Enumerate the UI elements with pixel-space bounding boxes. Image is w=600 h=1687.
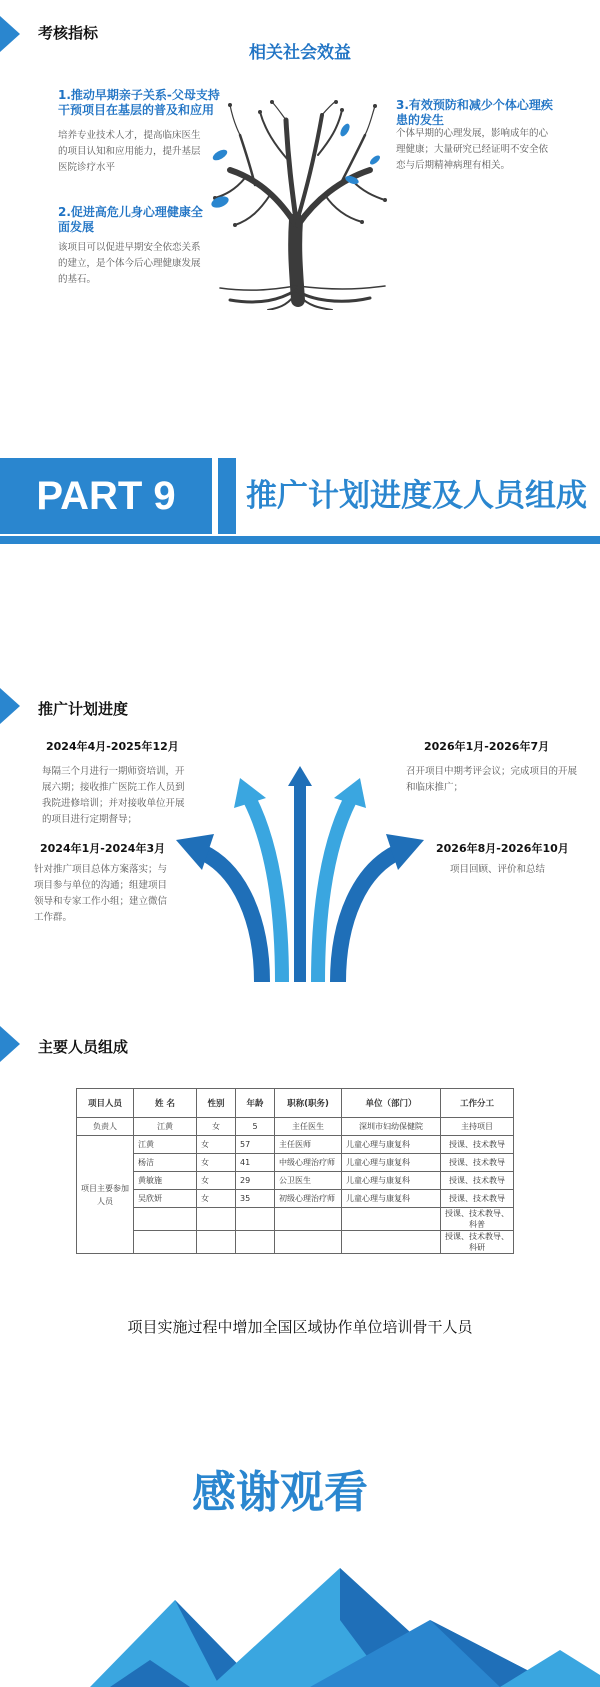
cell-name: 吴欣妍 bbox=[134, 1190, 197, 1208]
cell-age: 29 bbox=[236, 1172, 275, 1190]
benefit-3-title: 3.有效预防和减少个体心理疾患的发生 bbox=[396, 98, 553, 127]
cell-gender: 女 bbox=[197, 1190, 236, 1208]
section-title-staff: 主要人员组成 bbox=[38, 1038, 129, 1056]
section-marker bbox=[0, 688, 20, 724]
staff-note: 项目实施过程中增加全国区域协作单位培训骨干人员 bbox=[127, 1318, 473, 1336]
table-row bbox=[77, 1190, 514, 1208]
column-header: 职称(职务) bbox=[275, 1089, 342, 1118]
cell-title: 主任医师 bbox=[275, 1136, 342, 1154]
section-title-progress: 推广计划进度 bbox=[38, 700, 129, 718]
phase-3-text: 召开项目中期考评会议；完成项目的开展和临床推广； bbox=[406, 766, 578, 793]
phase-1-period: 2024年4月-2025年12月 bbox=[46, 740, 179, 753]
cell-age bbox=[236, 1208, 275, 1231]
table-row bbox=[77, 1231, 514, 1254]
cell-title: 主任医生 bbox=[275, 1118, 342, 1136]
cell-name bbox=[134, 1208, 197, 1231]
cell-duty: 授课、技术教导 bbox=[441, 1154, 514, 1172]
column-header: 性别 bbox=[197, 1089, 236, 1118]
cell-name: 江黄 bbox=[134, 1118, 197, 1136]
benefits-title: 相关社会效益 bbox=[249, 43, 351, 63]
cell-duty: 授课、技术教导 bbox=[441, 1190, 514, 1208]
thanks-title: 感谢观看 bbox=[192, 1467, 368, 1518]
phase-2-period: 2024年1月-2024年3月 bbox=[40, 842, 166, 855]
phase-1-text: 每隔三个月进行一期师资培训，开展六期；接收推广医院工作人员到我院进修培训；并对接收单位开展的项目进行定期督导； bbox=[42, 766, 185, 825]
cell-duty: 授课、技术教导 bbox=[441, 1136, 514, 1154]
phase-2-text: 针对推广项目总体方案落实；与项目参与单位的沟通；组建项目领导和专家工作小组；建立微信工作群。 bbox=[34, 864, 168, 923]
cell-age: 35 bbox=[236, 1190, 275, 1208]
staff-table bbox=[76, 1088, 514, 1254]
benefit-1-title: 1.推动早期亲子关系-父母支持干预项目在基层的普及和应用 bbox=[58, 88, 220, 117]
cell-gender: 女 bbox=[197, 1172, 236, 1190]
cell-name: 黄敏施 bbox=[134, 1172, 197, 1190]
benefit-2-title: 2.促进高危儿身心理健康全面发展 bbox=[58, 205, 203, 234]
cell-name: 杨洁 bbox=[134, 1154, 197, 1172]
benefit-2-text: 该项目可以促进早期安全依恋关系的建立，是个体今后心理健康发展的基石。 bbox=[58, 242, 201, 285]
cell-duty: 授课、技术教导、科普 bbox=[441, 1208, 514, 1231]
cell-unit bbox=[342, 1231, 441, 1254]
cell-gender bbox=[197, 1231, 236, 1254]
phase-4-text: 项目回顾、评价和总结 bbox=[450, 864, 546, 875]
part-banner bbox=[0, 458, 600, 540]
mountains-decoration bbox=[0, 1560, 600, 1687]
column-header: 年龄 bbox=[236, 1089, 275, 1118]
cell-gender: 女 bbox=[197, 1118, 236, 1136]
section-marker bbox=[0, 1026, 20, 1062]
cell-title: 初级心理治疗师 bbox=[275, 1190, 342, 1208]
benefit-1-text: 培养专业技术人才，提高临床医生的项目认知和应用能力，提升基层医院诊疗水平 bbox=[58, 130, 201, 173]
cell-gender: 女 bbox=[197, 1136, 236, 1154]
cell-title: 中级心理治疗师 bbox=[275, 1154, 342, 1172]
tree-illustration bbox=[210, 100, 390, 310]
table-row bbox=[77, 1118, 514, 1136]
cell-unit: 儿童心理与康复科 bbox=[342, 1190, 441, 1208]
section-title-assessment: 考核指标 bbox=[38, 24, 99, 42]
cell-age: 57 bbox=[236, 1136, 275, 1154]
cell-gender bbox=[197, 1208, 236, 1231]
cell-title: 公卫医生 bbox=[275, 1172, 342, 1190]
table-row bbox=[77, 1208, 514, 1231]
table-row bbox=[77, 1154, 514, 1172]
column-header: 工作分工 bbox=[441, 1089, 514, 1118]
table-header-row bbox=[77, 1089, 514, 1118]
cell-role: 项目主要参加人员 bbox=[77, 1136, 134, 1254]
cell-name bbox=[134, 1231, 197, 1254]
cell-age: 5 bbox=[236, 1118, 275, 1136]
table-row bbox=[77, 1136, 514, 1154]
cell-title bbox=[275, 1231, 342, 1254]
cell-age bbox=[236, 1231, 275, 1254]
cell-unit: 儿童心理与康复科 bbox=[342, 1154, 441, 1172]
cell-duty: 授课、技术教导 bbox=[441, 1172, 514, 1190]
arrows-illustration bbox=[170, 760, 430, 982]
cell-title bbox=[275, 1208, 342, 1231]
cell-unit: 儿童心理与康复科 bbox=[342, 1172, 441, 1190]
phase-4-period: 2026年8月-2026年10月 bbox=[436, 842, 569, 855]
phase-3-period: 2026年1月-2026年7月 bbox=[424, 740, 550, 753]
benefit-3-text: 个体早期的心理发展，影响成年的心理健康；大量研究已经证明不安全依恋与后期精神病理有相关。 bbox=[396, 128, 549, 171]
part-number: PART 9 bbox=[36, 474, 176, 518]
table-row bbox=[77, 1172, 514, 1190]
cell-gender: 女 bbox=[197, 1154, 236, 1172]
cell-role: 负责人 bbox=[77, 1118, 134, 1136]
column-header: 单位（部门） bbox=[342, 1089, 441, 1118]
cell-unit: 深圳市妇幼保健院 bbox=[342, 1118, 441, 1136]
column-header: 项目人员 bbox=[77, 1089, 134, 1118]
cell-unit: 儿童心理与康复科 bbox=[342, 1136, 441, 1154]
cell-unit bbox=[342, 1208, 441, 1231]
cell-duty: 授课、技术教导、科研 bbox=[441, 1231, 514, 1254]
column-header: 姓 名 bbox=[134, 1089, 197, 1118]
cell-age: 41 bbox=[236, 1154, 275, 1172]
cell-name: 江黄 bbox=[134, 1136, 197, 1154]
part-title: 推广计划进度及人员组成 bbox=[246, 478, 587, 514]
cell-duty: 主持项目 bbox=[441, 1118, 514, 1136]
